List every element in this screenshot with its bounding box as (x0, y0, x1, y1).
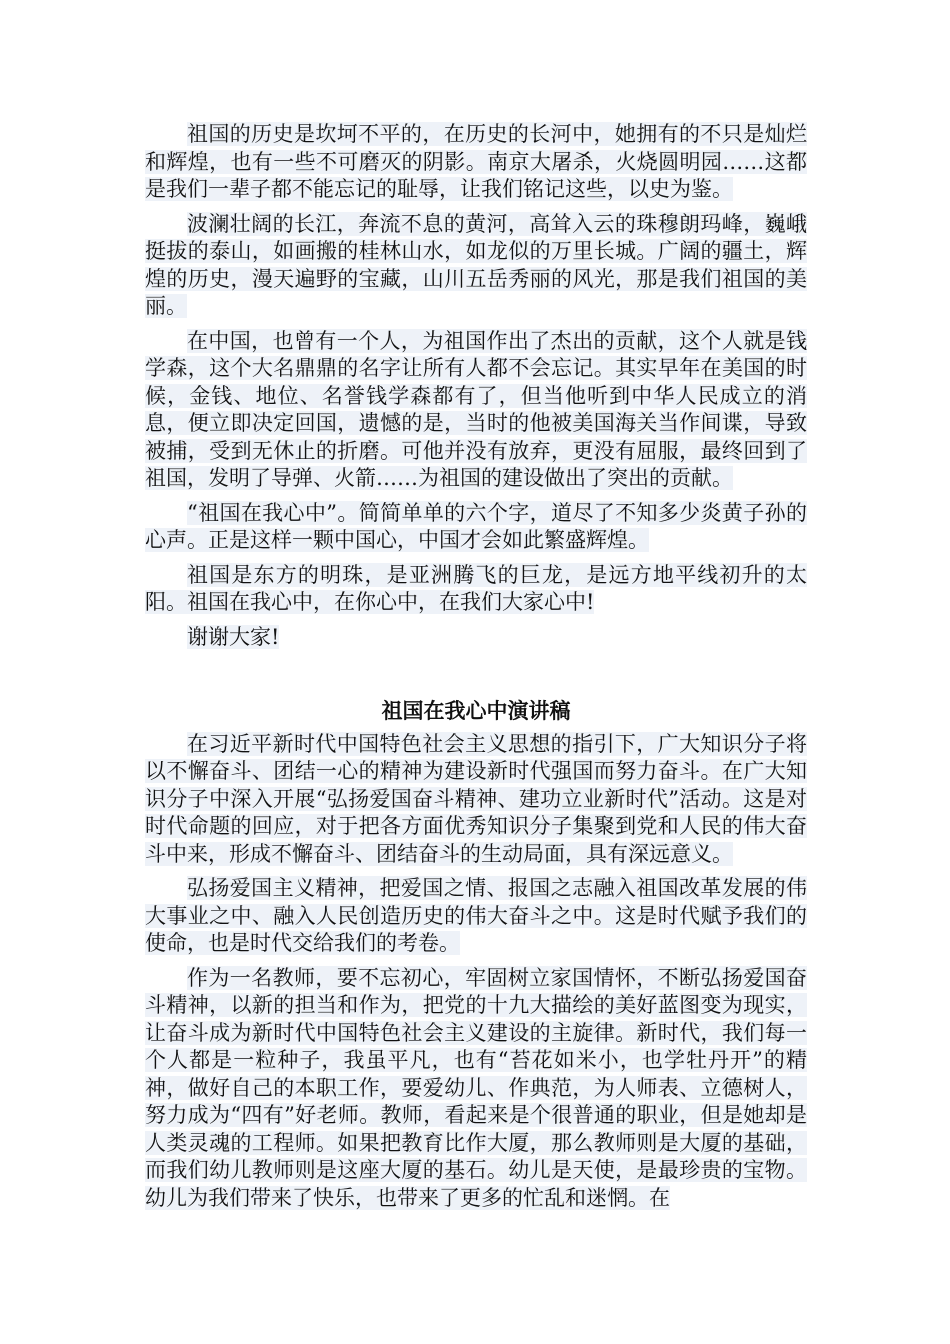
paragraph-text: 作为一名教师，要不忘初心，牢固树立家国情怀，不断弘扬爱国奋斗精神，以新的担当和作为，把党的十九大描绘的美好蓝图变为现实，让奋斗成为新时代中国特色社会主义建设的主旋律。新时代，我们每一个人都是一粒种子，我虽平凡，也有“苔花如米小，也学牡丹开”的精神，做好自己的本职工作，要爱幼儿、作典范，为人师表、立德树人，努力成为“四有”好老师。教师，看起来是个很普通的职业，但是她却是人类灵魂的工程师。如果把教育比作大厦，那么教师则是大厦的基础，而我们幼儿教师则是这座大厦的基石。幼儿是天使，是最珍贵的宝物。幼儿为我们带来了快乐，也带来了更多的忙乱和迷惘。在 (145, 965, 807, 1210)
paragraph-text: 弘扬爱国主义精神，把爱国之情、报国之志融入祖国改革发展的伟大事业之中、融入人民创造历史的伟大奋斗之中。这是时代赋予我们的使命，也是时代交给我们的考卷。 (145, 876, 807, 955)
paragraph-text: 祖国的历史是坎坷不平的，在历史的长河中，她拥有的不只是灿烂和辉煌，也有一些不可磨灭的阴影。南京大屠杀，火烧圆明园……这都是我们一辈子都不能忘记的耻辱，让我们铭记这些，以史为鉴。 (145, 122, 807, 201)
paragraph (145, 965, 807, 1213)
paragraph-text: 在中国，也曾有一个人，为祖国作出了杰出的贡献，这个人就是钱学森，这个大名鼎鼎的名字让所有人都不会忘记。其实早年在美国的时候，金钱、地位、名誉钱学森都有了，但当他听到中华人民成立的消息，便立即决定回国，遗憾的是，当时的他被美国海关当作间谍，导致被捕，受到无休止的折磨。可他并没有放弃，更没有屈服，最终回到了祖国，发明了导弹、火箭……为祖国的建设做出了突出的贡献。 (145, 328, 807, 490)
paragraph-text: 波澜壮阔的长江，奔流不息的黄河，高耸入云的珠穆朗玛峰，巍峨挺拔的泰山，如画搬的桂林山水，如龙似的万里长城。广阔的疆土，辉煌的历史，漫天遍野的宝藏，山川五岳秀丽的风光，那是我们祖国的美丽。 (145, 211, 807, 318)
section-title-text: 祖国在我心中演讲稿 (381, 698, 571, 723)
paragraph (145, 731, 807, 869)
paragraph (145, 562, 807, 617)
paragraph-text: 谢谢大家! (187, 624, 280, 649)
section-title (145, 697, 807, 725)
document-body (145, 121, 807, 1219)
paragraph-text: 祖国是东方的明珠，是亚洲腾飞的巨龙，是远方地平线初升的太阳。祖国在我心中，在你心中，在我们大家心中! (145, 562, 807, 614)
paragraph-text: 在习近平新时代中国特色社会主义思想的指引下，广大知识分子将以不懈奋斗、团结一心的精神为建设新时代强国而努力奋斗。在广大知识分子中深入开展“弘扬爱国奋斗精神、建功立业新时代”活动。这是对时代命题的回应，对于把各方面优秀知识分子集聚到党和人民的伟大奋斗中来，形成不懈奋斗、团结奋斗的生动局面，具有深远意义。 (145, 731, 807, 866)
closing-line (145, 624, 807, 652)
paragraph-text: “祖国在我心中”。简简单单的六个字，道尽了不知多少炎黄子孙的心声。正是这样一颗中国心，中国才会如此繁盛辉煌。 (145, 500, 807, 552)
paragraph (145, 121, 807, 204)
paragraph (145, 211, 807, 321)
paragraph (145, 500, 807, 555)
paragraph (145, 328, 807, 493)
paragraph (145, 875, 807, 958)
